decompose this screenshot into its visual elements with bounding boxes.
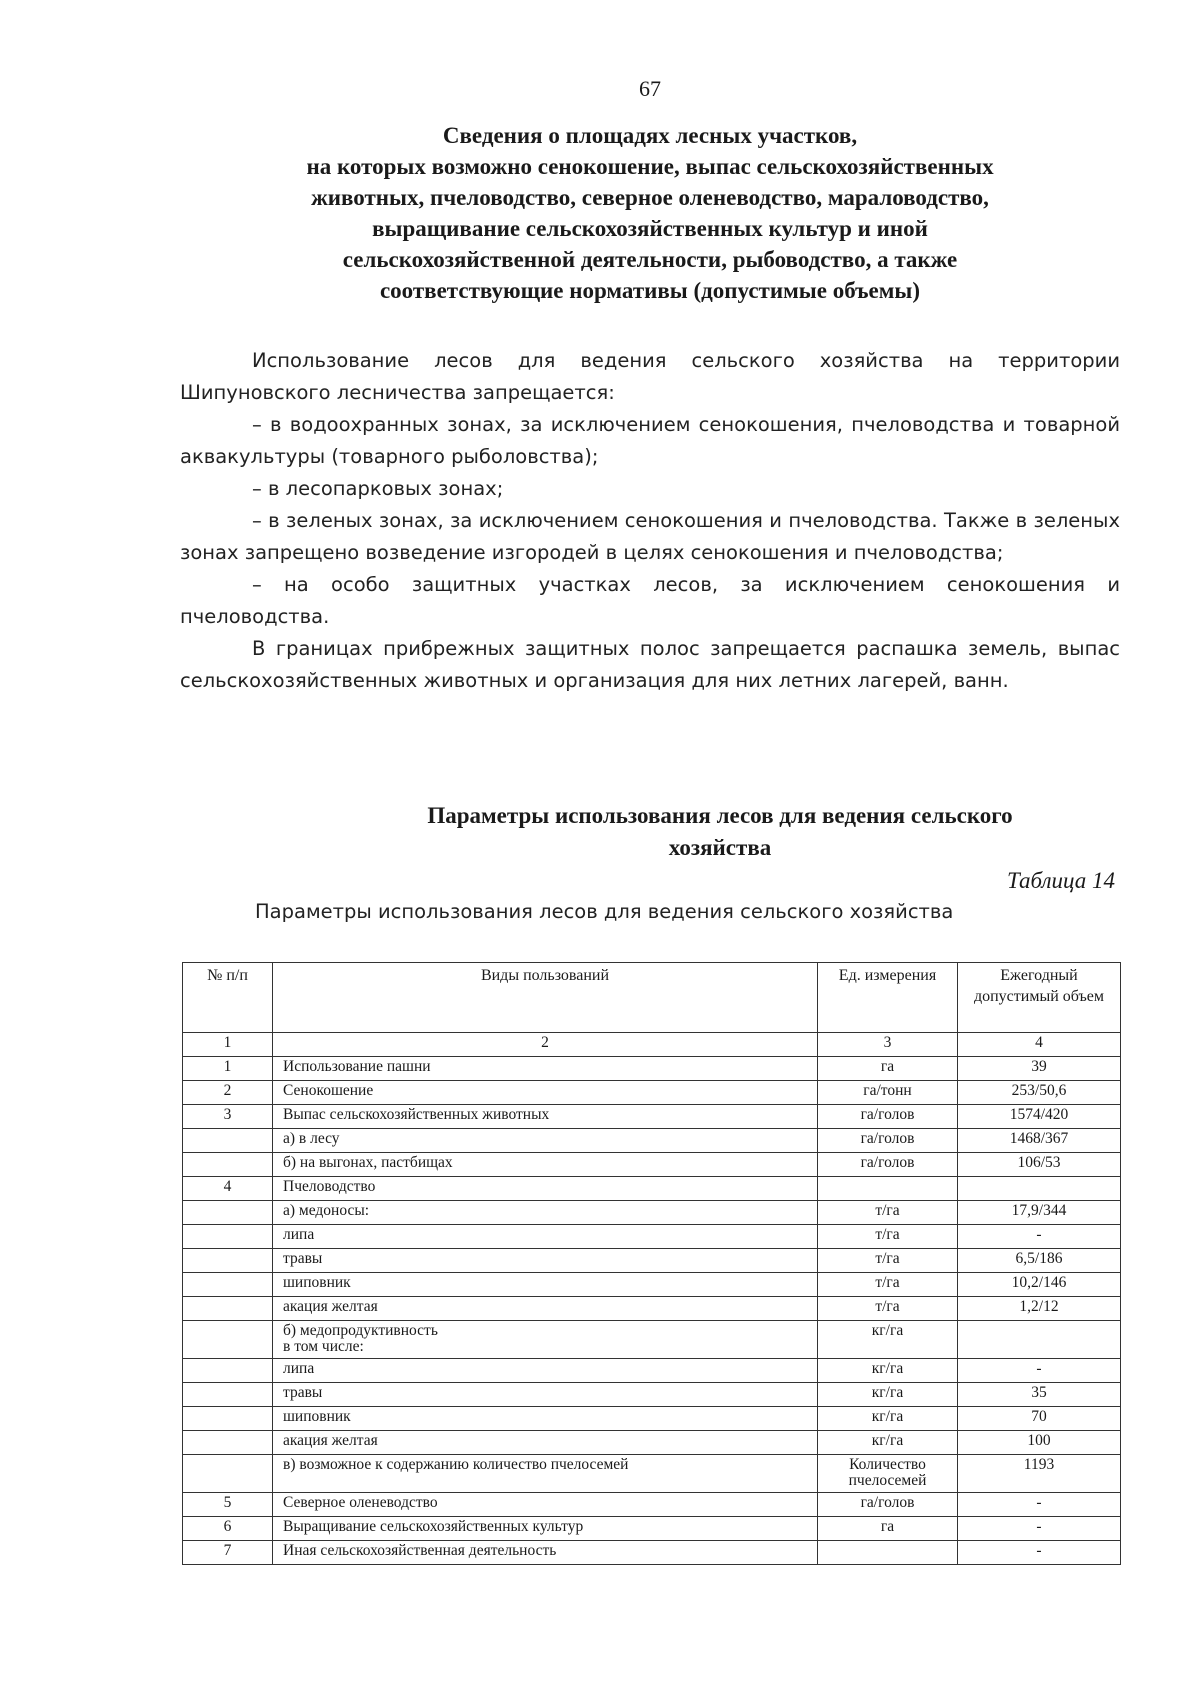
row-volume-cell: 106/53 xyxy=(958,1153,1121,1177)
row-volume-cell: 10,2/146 xyxy=(958,1273,1121,1297)
table-row xyxy=(183,1297,1121,1321)
row-volume-cell: 35 xyxy=(958,1383,1121,1407)
paragraph: – в водоохранных зонах, за исключением сенокошения, пчеловодства и товарной аквакультуры (товарного рыболовства); xyxy=(180,413,1120,468)
title-line: Сведения о площадях лесных участков, xyxy=(442,123,858,148)
row-volume-cell: 17,9/344 xyxy=(958,1201,1121,1225)
row-volume-cell xyxy=(958,1177,1121,1201)
paragraph: Использование лесов для ведения сельского хозяйства на территории Шипуновского лесничества запрещается: xyxy=(180,349,1120,404)
header-cell-kind: Виды пользований xyxy=(273,963,818,1033)
row-num-cell xyxy=(183,1431,273,1455)
title-line: животных, пчеловодство, северное оленеводство, мараловодство, xyxy=(311,185,989,210)
row-num-cell xyxy=(183,1201,273,1225)
row-unit-cell: га/тонн xyxy=(818,1081,958,1105)
row-unit-cell: кг/га xyxy=(818,1407,958,1431)
table-row xyxy=(183,1105,1121,1129)
row-unit-cell: т/га xyxy=(818,1225,958,1249)
row-kind-cell: а) медоносы: xyxy=(273,1201,818,1225)
row-unit-cell: кг/га xyxy=(818,1383,958,1407)
table-row xyxy=(183,1201,1121,1225)
table-row xyxy=(183,1431,1121,1455)
row-volume-cell: - xyxy=(958,1541,1121,1565)
row-unit-cell: кг/га xyxy=(818,1321,958,1359)
row-volume-cell xyxy=(958,1321,1121,1359)
row-volume-cell: - xyxy=(958,1517,1121,1541)
table-caption: Параметры использования лесов для ведения сельского хозяйства xyxy=(255,900,954,923)
row-unit-cell: т/га xyxy=(818,1201,958,1225)
section-title-line: хозяйства xyxy=(668,835,772,860)
table-row xyxy=(183,1225,1121,1249)
row-unit-cell: га xyxy=(818,1057,958,1081)
row-volume-cell: 39 xyxy=(958,1057,1121,1081)
row-volume-cell: 100 xyxy=(958,1431,1121,1455)
row-num-cell xyxy=(183,1273,273,1297)
row-kind-cell: травы xyxy=(273,1249,818,1273)
row-kind-cell: шиповник xyxy=(273,1273,818,1297)
header-cell-unit: Ед. измерения xyxy=(818,963,958,1033)
header-cell-num: № п/п xyxy=(183,963,273,1033)
row-num-cell xyxy=(183,1321,273,1359)
row-unit-cell: га xyxy=(818,1517,958,1541)
row-num-cell xyxy=(183,1225,273,1249)
row-kind-cell: б) на выгонах, пастбищах xyxy=(273,1153,818,1177)
row-unit-cell: Количество пчелосемей xyxy=(818,1455,958,1493)
document-title xyxy=(170,120,1130,306)
row-unit-cell xyxy=(818,1177,958,1201)
row-volume-cell: 70 xyxy=(958,1407,1121,1431)
row-num-cell: 2 xyxy=(183,1081,273,1105)
row-num-cell: 7 xyxy=(183,1541,273,1565)
row-num-cell: 1 xyxy=(183,1057,273,1081)
table-label: Таблица 14 xyxy=(1006,868,1115,893)
table-row xyxy=(183,1153,1121,1177)
title-line: выращивание сельскохозяйственных культур и иной xyxy=(372,216,928,241)
page-number: 67 xyxy=(639,76,661,101)
table-row xyxy=(183,1081,1121,1105)
row-num-cell xyxy=(183,1129,273,1153)
row-num-cell: 5 xyxy=(183,1493,273,1517)
row-kind-cell: липа xyxy=(273,1225,818,1249)
title-line: сельскохозяйственной деятельности, рыбоводство, а также xyxy=(342,247,958,272)
table-row xyxy=(183,1541,1121,1565)
table-row xyxy=(183,1455,1121,1493)
row-num-cell xyxy=(183,1383,273,1407)
table-row xyxy=(183,1129,1121,1153)
column-number: 2 xyxy=(273,1033,818,1057)
row-unit-cell: кг/га xyxy=(818,1431,958,1455)
row-kind-cell: шиповник xyxy=(273,1407,818,1431)
row-unit-cell: т/га xyxy=(818,1249,958,1273)
table-row xyxy=(183,1177,1121,1201)
row-num-cell xyxy=(183,1249,273,1273)
paragraph: В границах прибрежных защитных полос запрещается распашка земель, выпас сельскохозяйственных животных и организация для них летних лагерей, ванн. xyxy=(180,637,1120,692)
parameters-table xyxy=(182,962,1121,1565)
table-row xyxy=(183,1057,1121,1081)
row-kind-cell: а) в лесу xyxy=(273,1129,818,1153)
table-row xyxy=(183,1273,1121,1297)
title-line: соответствующие нормативы (допустимые объемы) xyxy=(379,278,921,303)
row-volume-cell: 253/50,6 xyxy=(958,1081,1121,1105)
row-num-cell xyxy=(183,1153,273,1177)
table-row xyxy=(183,1383,1121,1407)
row-kind-cell: акация желтая xyxy=(273,1297,818,1321)
row-volume-cell: 1193 xyxy=(958,1455,1121,1493)
table-row xyxy=(183,1249,1121,1273)
row-kind-cell: травы xyxy=(273,1383,818,1407)
row-unit-cell: кг/га xyxy=(818,1359,958,1383)
row-num-cell: 3 xyxy=(183,1105,273,1129)
row-volume-cell: - xyxy=(958,1225,1121,1249)
row-kind-cell: Использование пашни xyxy=(273,1057,818,1081)
row-num-cell: 4 xyxy=(183,1177,273,1201)
row-unit-cell xyxy=(818,1541,958,1565)
paragraph: – в лесопарковых зонах; xyxy=(252,477,504,500)
row-kind-cell: липа xyxy=(273,1359,818,1383)
column-number: 3 xyxy=(818,1033,958,1057)
table-row xyxy=(183,1359,1121,1383)
section-title-line: Параметры использования лесов для ведения сельского xyxy=(427,803,1013,828)
section-title xyxy=(330,800,1110,864)
row-num-cell xyxy=(183,1455,273,1493)
row-volume-cell: 1468/367 xyxy=(958,1129,1121,1153)
row-kind-cell: Иная сельскохозяйственная деятельность xyxy=(273,1541,818,1565)
row-volume-cell: 1,2/12 xyxy=(958,1297,1121,1321)
header-cell-volume: Ежегодный допустимый объем xyxy=(958,963,1121,1033)
row-volume-cell: 1574/420 xyxy=(958,1105,1121,1129)
table-row xyxy=(183,1493,1121,1517)
table-row xyxy=(183,1517,1121,1541)
row-unit-cell: га/голов xyxy=(818,1105,958,1129)
row-num-cell xyxy=(183,1407,273,1431)
row-unit-cell: га/голов xyxy=(818,1129,958,1153)
row-kind-cell: Выращивание сельскохозяйственных культур xyxy=(273,1517,818,1541)
column-number: 1 xyxy=(183,1033,273,1057)
row-unit-cell: га/голов xyxy=(818,1153,958,1177)
row-unit-cell: т/га xyxy=(818,1297,958,1321)
column-number-row xyxy=(183,1033,1121,1057)
row-volume-cell: 6,5/186 xyxy=(958,1249,1121,1273)
row-unit-cell: га/голов xyxy=(818,1493,958,1517)
row-num-cell: 6 xyxy=(183,1517,273,1541)
row-num-cell xyxy=(183,1297,273,1321)
table-row xyxy=(183,1321,1121,1359)
row-kind-cell: Северное оленеводство xyxy=(273,1493,818,1517)
row-volume-cell: - xyxy=(958,1359,1121,1383)
row-kind-cell: Сенокошение xyxy=(273,1081,818,1105)
row-kind-cell: б) медопродуктивность в том числе: xyxy=(273,1321,818,1359)
paragraph: – на особо защитных участках лесов, за исключением сенокошения и пчеловодства. xyxy=(180,573,1120,628)
row-kind-cell: акация желтая xyxy=(273,1431,818,1455)
row-kind-cell: Пчеловодство xyxy=(273,1177,818,1201)
title-line: на которых возможно сенокошение, выпас сельскохозяйственных xyxy=(306,154,994,179)
row-unit-cell: т/га xyxy=(818,1273,958,1297)
paragraph: – в зеленых зонах, за исключением сенокошения и пчеловодства. Также в зеленых зонах запрещено возведение изгородей в целях сенокошения и пчеловодства; xyxy=(180,509,1120,564)
table-header-row xyxy=(183,963,1121,1033)
table-row xyxy=(183,1407,1121,1431)
row-kind-cell: в) возможное к содержанию количество пчелосемей xyxy=(273,1455,818,1493)
column-number: 4 xyxy=(958,1033,1121,1057)
row-num-cell xyxy=(183,1359,273,1383)
row-kind-cell: Выпас сельскохозяйственных животных xyxy=(273,1105,818,1129)
body-text xyxy=(180,345,1120,697)
row-volume-cell: - xyxy=(958,1493,1121,1517)
